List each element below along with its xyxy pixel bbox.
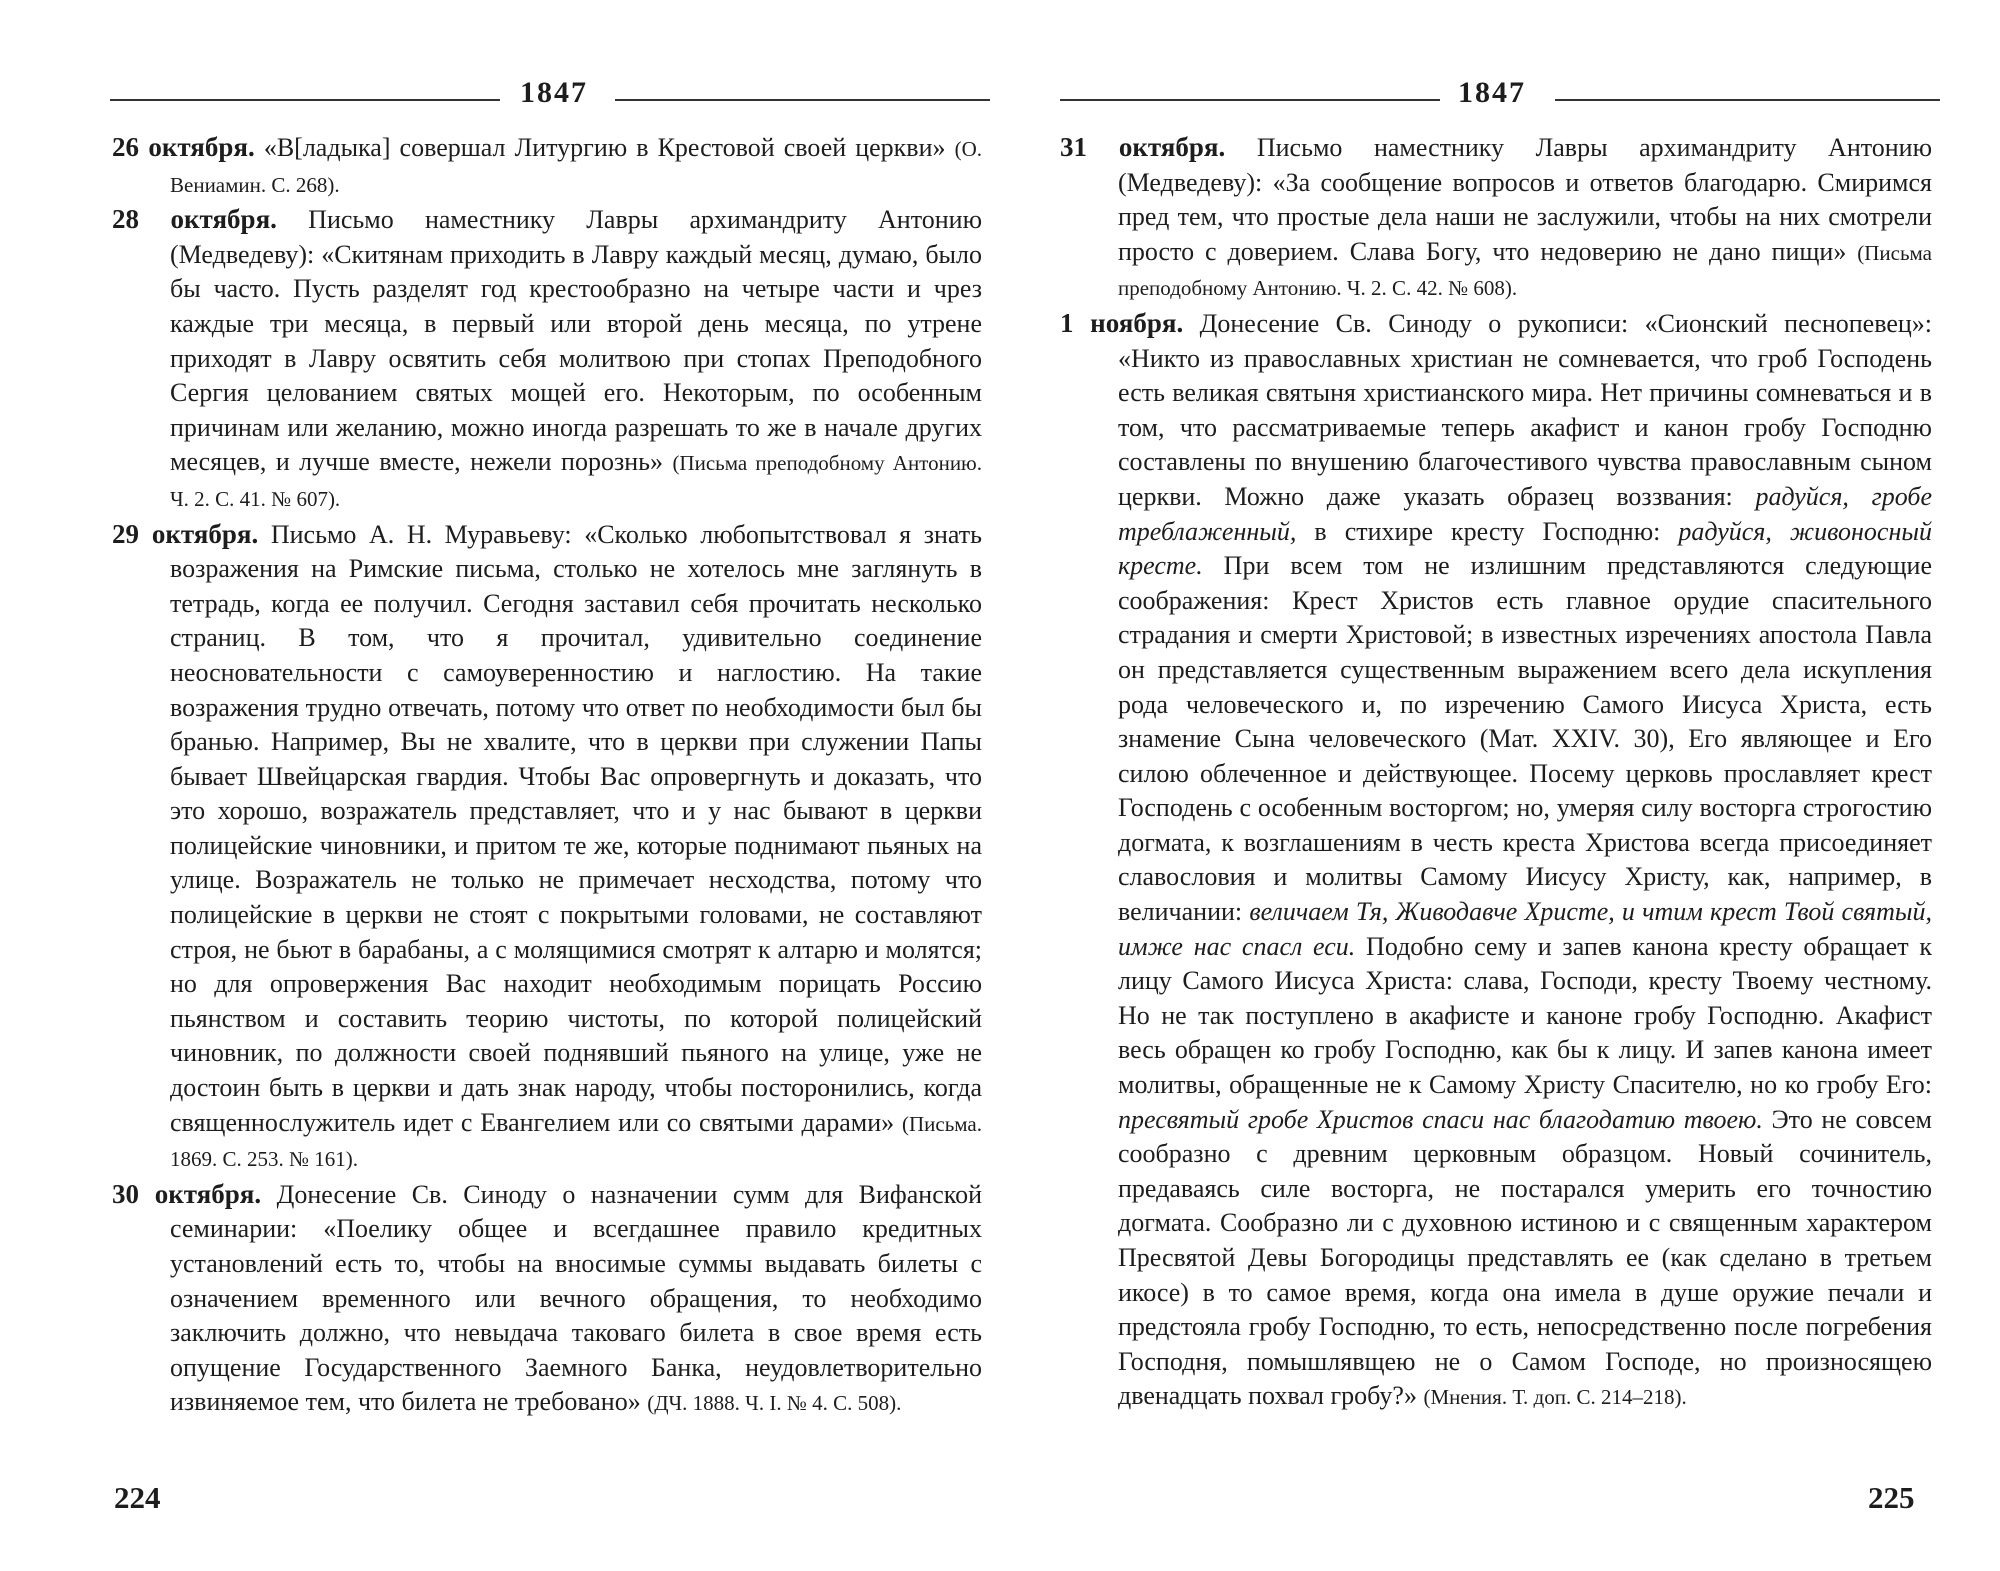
entry-text: Письмо наместнику Лавры архимандриту Антонию (Медведеву): «Скитянам приходить в Лавру каждый месяц, думаю, было бы часто. Пусть разделят год крестообразно на четыре части и чрез каждые три месяца, в первый или второй день месяца, по утрене приходят в Лавру освятить себя молитвою при стопах Преподобного Сергия целованием святых мощей его. Некоторым, по особенным причинам или желанию, можно иногда разрешать то же в начале других месяцев, и лучше вместе, нежели порознь»: [170, 205, 982, 477]
entry-text: Подобно сему и запев канона кресту обращает к лицу Самого Иисуса Христа: слава, Господи, кресту Твоему честному. Но не так поступлено в акафисте и каноне гробу Господню. Акафист весь обращен ко гробу Господню, как бы к лицу. И запев канона имеет молитвы, обращенные не к Самому Христу Спасителю, но ко гробу Его:: [1118, 931, 1932, 1100]
right-page-body: [1060, 130, 1932, 1415]
entry-text: «В[ладыка] совершал Литургию в Крестовой своей церкви»: [254, 133, 955, 162]
chronicle-entry: [112, 202, 982, 516]
entry-date: 28 октября.: [112, 204, 277, 235]
entry-source: (ДЧ. 1888. Ч. I. № 4. С. 508).: [647, 1391, 902, 1416]
entry-date: 26 октября.: [112, 132, 255, 162]
running-header-right: [1060, 70, 1940, 120]
entry-source: (Письма преподобному Антонию. Ч. 2. С. 41. № 607).: [170, 451, 982, 511]
entry-source: (Письма преподобному Антонию. Ч. 2. С. 42. № 608).: [1118, 240, 1932, 301]
header-rule-left: [110, 99, 500, 101]
entry-date: 31 октября.: [1060, 132, 1226, 162]
entry-text: Донесение Св. Синоду о рукописи: «Сионский песнопевец»: «Никто из православных христиан не сомневается, что гроб Господень есть великая святыня христианского мира. Нет причины сомневаться и в том, что рассматриваемые теперь акафист и канон гробу Господню составлены по внушению благочестивого чувства православным сыном церкви. Можно даже указать образец воззвания:: [1118, 308, 1932, 511]
left-page-body: [112, 130, 982, 1421]
chronicle-entry: [1060, 306, 1932, 1415]
entry-text: Это не совсем сообразно с древним церковным образцом. Новый сочинитель, предаваясь силе восторга, не постарался умерить его точностию догмата. Сообразно ли с духовною истиною и с священным характером Пресвятой Девы Богородицы представлять ее (как сделано в третьем икосе) в то самое время, когда она имела в душе оружие печали и предстояла гробу Господню, то есть, непосредственно после погребения Господня, помышлявщею не о Самом Господе, но произносящею двенадцать похвал гробу?»: [1118, 1104, 1933, 1411]
entry-source: (Письма. 1869. С. 253. № 161).: [170, 1111, 982, 1172]
entry-quote-italic: радуйся, гробе треблаженный,: [1118, 481, 1932, 546]
page-number: 225: [1868, 1480, 1915, 1515]
entry-source: (Мнения. Т. доп. С. 214–218).: [1423, 1385, 1687, 1410]
header-rule-right: [615, 99, 990, 101]
chronicle-entry: [112, 130, 982, 202]
entry-text: При всем том не излишним представляются следующие соображения: Крест Христов есть главное орудие спасительного страдания и смерти Христовой; в известных изречениях апостола Павла он представляется существенным выражением всего дела искупления рода человеческого и, по изречению Самого Иисуса Христа, есть знамение Сына человеческого (Мат. XXIV. 30), Его являющее и Его силою облеченное и действующее. Посему церковь прославляет крест Господень с особенным восторгом; но, умеряя силу восторга строгостию догмата, к возглашениям в честь креста Христова всегда присоединяет славословия и молитвы Самому Иисусу Христу, как, например, в величании:: [1118, 551, 1932, 927]
entry-text: Донесение Св. Синоду о назначении сумм для Вифанской семинарии: «Поелику общее и всегдашнее правило кредитных установлений есть то, чтобы на вносимые суммы выдавать билеты с означением временного или вечного обращения, то необходимо заключить должно, что невыдача таковаго билета в свое время есть опущение Государственного Заемного Банка, неудовлетворительно извиняемое тем, что билета не требовано»: [170, 1179, 982, 1417]
entry-text: Письмо А. Н. Муравьеву: «Сколько любопытствовал я знать возражения на Римские письма, столько не хотелось мне заглянуть в тетрадь, когда ее получил. Сегодня заставил себя прочитать несколько страниц. В том, что я прочитал, удивительно соединение неосновательности с самоуверенностию и наглостию. На такие возражения трудно отвечать, потому что ответ по необходимости был бы бранью. Например, Вы не хвалите, что в церкви при служении Папы бывает Швейцарская гвардия. Чтобы Вас опровергнуть и доказать, что это хорошо, возражатель представляет, что и у нас бывают в церкви полицейские чиновники, и притом те же, которые поднимают пьяных на улице. Возражатель не только не примечает несходства, потому что полицейские в церкви не стоят с покрытыми головами, не составляют строя, не бьют в барабаны, а с молящимися смотрят к алтарю и молятся; но для опровержения Вас находит необходимым порицать Россию пьянством и составить теорию чистоты, по которой полицейский чиновник, по должности своей поднявший пьяного на улице, уже не достоин быть в церкви и дать знак народу, чтобы посторонились, когда священнослужитель идет с Евангелием или со святыми дарами»: [170, 519, 982, 1137]
entry-date: 1 ноября.: [1060, 307, 1184, 338]
chronicle-entry: [1060, 130, 1932, 306]
header-year: 1847: [1458, 76, 1526, 109]
entry-quote-italic: радуйся, живоносный кресте.: [1118, 516, 1932, 581]
entry-source: (О. Вениамин. С. 268).: [170, 137, 982, 197]
running-header-left: [110, 70, 990, 120]
entry-quote-italic: величаем Тя, Живодавче Христе, и чтим крест Твой святый, имже нас спасл еси.: [1118, 897, 1933, 961]
chronicle-entry: [112, 517, 982, 1177]
entry-quote-italic: пресвятый гробе Христов спаси нас благодатию твоею.: [1118, 1104, 1763, 1134]
entry-date: 30 октября.: [112, 1178, 262, 1209]
chronicle-entry: [112, 1177, 982, 1421]
header-year: 1847: [520, 76, 588, 109]
page-number: 224: [114, 1480, 161, 1515]
entry-text: в стихире кресту Господню:: [1296, 516, 1679, 546]
right-page: [1000, 0, 2000, 1571]
header-rule-right: [1555, 99, 1940, 101]
header-rule-left: [1060, 99, 1440, 101]
entry-date: 29 октября.: [112, 518, 259, 549]
entry-text: Письмо наместнику Лавры архимандриту Антонию (Медведеву): «За сообщение вопросов и ответов благодарю. Смиримся пред тем, что простые дела наши не заслужили, чтобы на них смотрели просто с доверием. Слава Богу, что недоверию не дано пищи»: [1118, 133, 1933, 266]
